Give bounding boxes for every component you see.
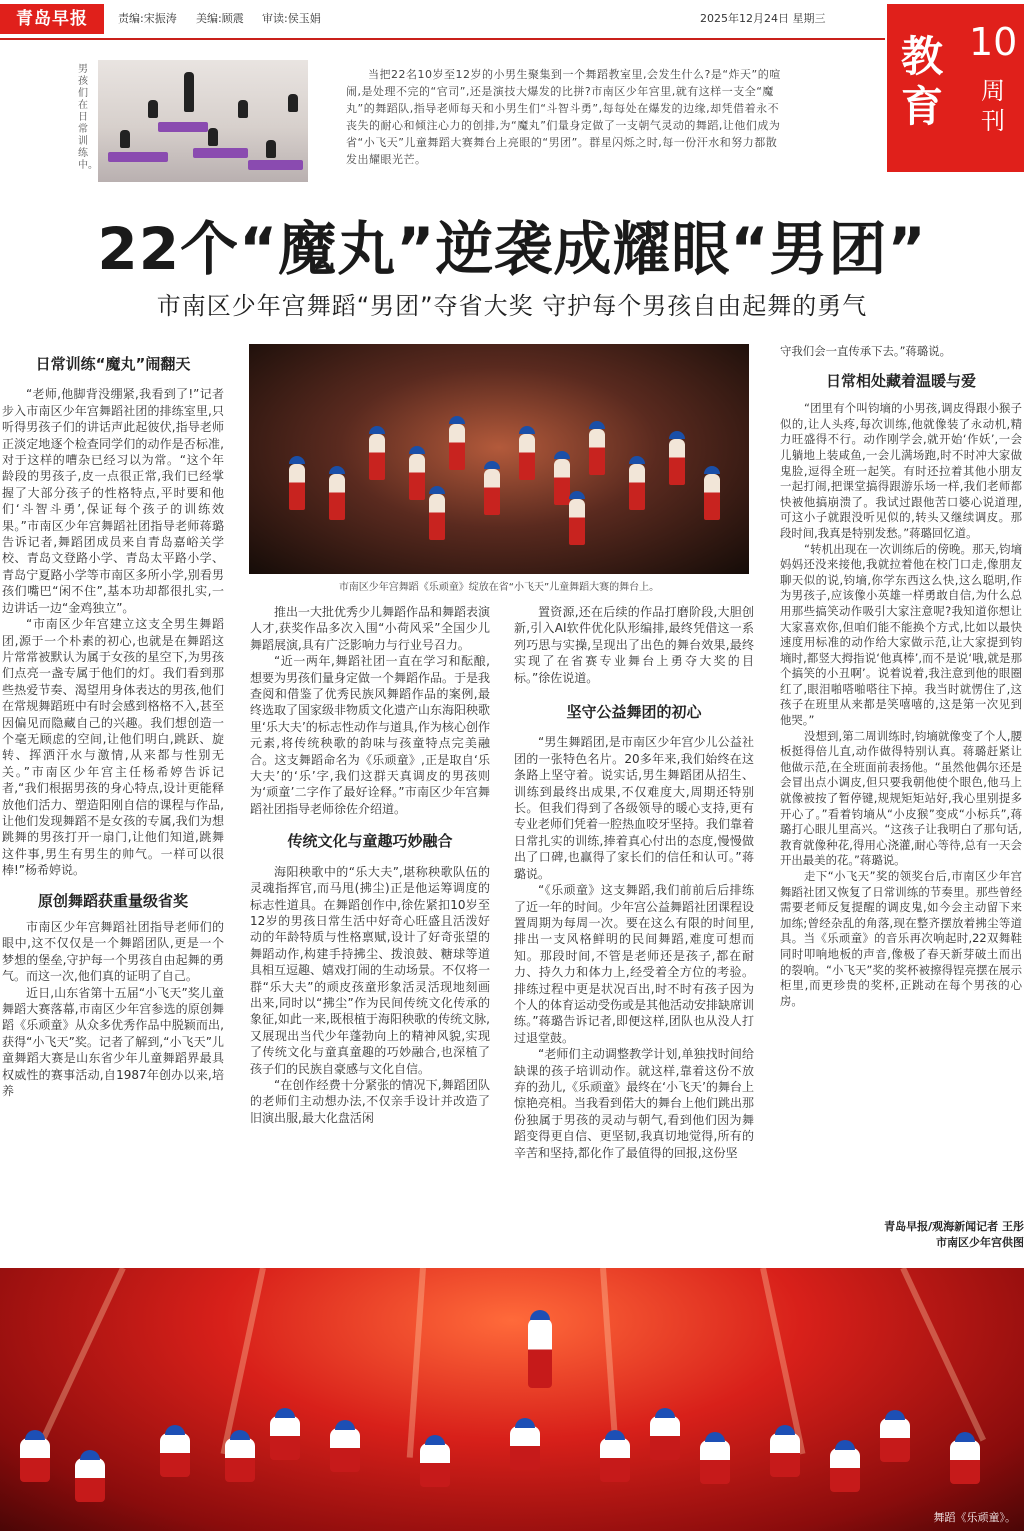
bottom-photo-caption: 舞蹈《乐顽童》。 bbox=[933, 1511, 1016, 1524]
paragraph: “团里有个叫钧墒的小男孩,调皮得跟小猴子似的,让人头疼,每次训练,他就像装了永动机,精力旺盛得不行。动作刚学会,就开始‘作妖’,一会儿躺地上装咸鱼,一会儿满场跑,时不时冲大家做鬼脸,逗得全班一起笑。有时还拉着其他小朋友一起打闹,把课堂搞得跟游乐场一样,我们老师都快被他搞崩溃了。我试过跟他苦口婆心说道理,可这小子就跟没听见似的,转头又继续调皮。那段时间,我真是特别发愁。”蒋璐回忆道。 bbox=[780, 401, 1022, 540]
section-heading: 日常训练“魔丸”闹翻天 bbox=[35, 355, 191, 373]
article-column-4 bbox=[780, 344, 1022, 1009]
section-heading: 日常相处藏着温暖与爱 bbox=[825, 371, 976, 390]
art-editor-credit: 美编:顾震 bbox=[196, 12, 244, 25]
paragraph: 没想到,第二周训练时,钧墒就像变了个人,腰板挺得倍儿直,动作做得特别认真。蒋璐赶紧让他做示范,在全班面前表扬他。“虽然他偶尔还是会冒出点小调皮,但只要我朝他使个眼色,他马上就像被按了暂停键,规规矩矩站好,我心里别提多开心了。”看着钧墒从“小皮猴”变成“小标兵”,蒋璐打心眼儿里高兴。“这孩子让我明白了那句话,教育就像种花,得用心浇灌,耐心等待,总有一天会开出最美的花。”蒋璐说。 bbox=[780, 728, 1022, 868]
photo-credit: 市南区少年宫供图 bbox=[936, 1236, 1024, 1249]
paragraph: “《乐顽童》这支舞蹈,我们前前后后排练了近一年的时间。少年宫公益舞蹈社团课程设置周期为每周一次。要在这么有限的时间里,排出一支风格鲜明的民间舞蹈,难度可想而知。那段时间,不管是老师还是孩子,都在耐力、持久力和体力上,经受着全方位的考验。排练过程中更是状况百出,时不时有孩子因为个人的体育运动受伤或是其他活动安排缺席训练。”蒋璐告诉记者,即便这样,团队也从没人打过退堂鼓。 bbox=[514, 883, 755, 1045]
paragraph: “在创作经费十分紧张的情况下,舞蹈团队的老师们主动想办法,不仅亲手设计并改造了旧演出服,最大化盘活闲 bbox=[250, 1077, 490, 1125]
section-heading: 传统文化与童趣巧妙融合 bbox=[287, 832, 453, 851]
section-badge bbox=[887, 4, 1024, 172]
paragraph: “男生舞蹈团,是市南区少年宫少儿公益社团的一张特色名片。20多年来,我们始终在这条路上坚守着。说实话,男生舞蹈团从招生、训练到最终出成果,不仅难度大,周期还特别长。但我们得到了各级领导的暖心支持,更有专业老师们凭着一腔热血咬牙坚持。我们靠着日常扎实的训练,捧着真心付出的态度,慢慢做出了口碑,也赢得了家长们的信任和认可。”蒋璐说。 bbox=[514, 735, 755, 881]
paragraph: 守我们会一直传承下去。”蒋璐说。 bbox=[780, 344, 952, 358]
bottom-performance-photo bbox=[0, 1268, 1024, 1531]
paragraph: “转机出现在一次训练后的傍晚。那天,钧墒妈妈还没来接他,我就拉着他在校门口走,像朋友聊天似的说,钧墒,你学东西这么快,这么聪明,作为男孩子,应该像小英雄一样勇敢自信,为什么总用那些搞笑动作吸引大家注意呢?我知道你想让大家喜欢你,但咱们能不能换个方式,比如以最快速度用标准的动作给大家做示范,让大家提到钧墒时,都竖大拇指说‘他真棒’,而不是说‘哦,就是那个搞笑的小丑啊’。说着说着,我注意到他的眼圈红了,眼泪啪嗒啪嗒往下掉。我当时就愣住了,这孩子在班里从来都是笑嘻嘻的,这是第一次见到他哭。” bbox=[780, 541, 1022, 728]
paragraph: 走下“小飞天”奖的领奖台后,市南区少年宫舞蹈社团又恢复了日常训练的节奏里。那些曾经需要老师反复提醒的调皮鬼,如今会主动留下来加练;曾经杂乱的角落,现在整齐摆放着拂尘等道具。当《乐顽童》的音乐再次响起时,22双舞鞋同时叩响地板的声音,像极了春天新芽破土而出的裂响。“小飞天”奖的奖杯被擦得锃亮摆在展示柜里,而更珍贵的奖杯,正跳动在每个男孩的心房。 bbox=[780, 869, 1022, 1008]
paragraph: “老师们主动调整教学计划,单独找时间给缺课的孩子培训动作。就这样,靠着这份不放弃的劲儿,《乐顽童》最终在‘小飞天’的舞台上惊艳亮相。当我看到偌大的舞台上他们跳出那份独属于男孩的灵动与朝气,看到他们因为舞蹈变得更自信、更坚韧,我真切地觉得,所有的辛苦和坚持,都化作了最值得的回报,这份坚 bbox=[514, 1047, 755, 1160]
newspaper-logo: 青岛早报 bbox=[0, 4, 104, 34]
section-heading: 坚守公益舞团的初心 bbox=[566, 703, 702, 722]
top-photo-caption: 男孩们在日常训练中。 bbox=[78, 64, 98, 171]
paragraph: 推出一大批优秀少儿舞蹈作品和舞蹈表演人才,获奖作品多次入围“小荷风采”全国少儿舞蹈展演,具有广泛影响力与行业号召力。 bbox=[250, 605, 491, 652]
byline bbox=[780, 1219, 1024, 1251]
paragraph: “老师,他脚背没绷紧,我看到了!”记者步入市南区少年宫舞蹈社团的排练室里,只听得男孩子们的讲话声此起彼伏,指导老师正淡定地逐个检查同学们的动作是否标准,对于这样的嘈杂已经习以为常。“这个年龄段的男孩子,皮一点很正常,我们已经掌握了大部分孩子的性格特点,平时要和他们‘斗智斗勇’,保证每个孩子的训练效果。”市南区少年宫舞蹈社团指导老师蒋璐告诉记者,舞蹈团成员来自青岛嘉峪关学校、青岛文登路小学、青岛太平路小学、青岛宁夏路小学等市南区多所小学,别看男孩们嘴巴“闲不住”,基本功却都很扎实,一边讲话一边“金鸡独立”。 bbox=[2, 387, 224, 615]
paragraph: 置资源,还在后续的作品打磨阶段,大胆创新,引入AI软件优化队形编排,最终凭借这一系列巧思与实操,呈现出了出色的舞台效果,最终实现了在省赛专业舞台上勇夺大奖的目标。”徐佐说道。 bbox=[514, 605, 754, 685]
paragraph: “市南区少年宫建立这支全男生舞蹈团,源于一个朴素的初心,也就是在舞蹈这片常常被默认为属于女孩的星空下,为男孩们点亮一盏专属于他们的灯。我们看到那些热爱节奏、渴望用身体表达的男孩,他们在常规舞蹈班中有时会感到格格不入,甚至因偏见而隐藏自己的兴趣。我们想创造一个毫无顾虑的空间,让他们明白,跳跃、旋转、挥洒汗水与激情,从来都与性别无关。”市南区少年宫主任杨希婷告诉记者,“我们根据男孩的身心特点,设计更能释放他们活力、塑造阳刚自信的课程与作品,让他们发现舞蹈不是女孩的专属,我们为想跳舞的男孩打开一扇门,让他们知道,跳舞这件事,男生有男生的帅气。一样可以很棒!”杨希婷说。 bbox=[2, 617, 224, 878]
intro-lead: 当把22名10岁至12岁的小男生聚集到一个舞蹈教室里,会发生什么?是“炸天”的喧闹,是处理不完的“官司”,还是演技大爆发的比拼?市南区少年宫里,就有这样一支全“魔丸”的舞蹈队,指导老师每天和小男生们“斗智斗勇”,每每处在爆发的边缘,却凭借着永不丧失的耐心和倾注心力的创排,为“魔丸”们量身定做了一支朝气灵动的舞蹈,让他们成为省“小飞天”儿童舞蹈大赛舞台上亮眼的“男团”。群星闪烁之时,每一份汗水和努力都散发出耀眼光芒。 bbox=[346, 68, 781, 166]
paragraph: 海阳秧歌中的“乐大夫”,堪称秧歌队伍的灵魂指挥官,而马甩(拂尘)正是他运筹调度的标志性道具。在舞蹈创作中,徐佐紧扣10岁至12岁的男孩日常生活中好奇心旺盛且活泼好动的年龄特质与性格禀赋,设计了好奇张望的舞蹈动作,构建手持拂尘、拨浪鼓、糖球等道具相互逗趣、嬉戏打闹的生动场景。不仅将一群“乐大夫”的顽皮孩童形象活灵活现地刻画出来,同时以“拂尘”作为民间传统文化传承的象征,如此一来,既根植于海阳秧歌的传统文脉,又展现出当代少年蓬勃向上的精神风貌,实现了传统文化与童真童趣的巧妙融合,也深植了孩子们的民族自豪感与文化自信。 bbox=[250, 864, 491, 1076]
subheadline: 市南区少年宫舞蹈“男团”夺省大奖 守护每个男孩自由起舞的勇气 bbox=[156, 292, 868, 320]
article-column-2 bbox=[250, 604, 490, 1126]
stage-photo-caption: 市南区少年宫舞蹈《乐顽童》绽放在省“小飞天”儿童舞蹈大赛的舞台上。 bbox=[338, 582, 660, 593]
masthead bbox=[0, 0, 1024, 38]
reporter-credit: 青岛早报/观海新闻记者 王彤 bbox=[884, 1220, 1024, 1233]
paragraph: “近一两年,舞蹈社团一直在学习和酝酿,想要为男孩们量身定做一个舞蹈作品。于是我查阅和借鉴了优秀民族风舞蹈作品的案例,最终选取了国家级非物质文化遗产山东海阳秧歌里‘乐大夫’的标志性动作与道具,作为核心创作元素,将传统秧歌的韵味与孩童特点完美融合。这支舞蹈命名为《乐顽童》,正是取自‘乐大夫’的‘乐’字,我们这群天真调皮的男孩则为‘顽童’二字作了最好诠释。”市南区少年宫舞蹈社团指导老师徐佐介绍道。 bbox=[250, 654, 491, 816]
editor-credit: 责编:宋振涛 bbox=[118, 12, 177, 25]
page-number: 10 bbox=[969, 20, 1018, 64]
header-rule bbox=[0, 38, 885, 40]
section-title: 教育 bbox=[901, 32, 944, 131]
section-heading: 原创舞蹈获重量级省奖 bbox=[37, 891, 188, 910]
proofreader-credit: 审读:侯玉娟 bbox=[262, 12, 321, 25]
headline: 22个“魔丸”逆袭成耀眼“男团” bbox=[97, 215, 927, 283]
issue-date: 2025年12月24日 星期三 bbox=[700, 12, 826, 25]
article-column-1 bbox=[2, 356, 224, 1099]
paragraph: 市南区少年宫舞蹈社团指导老师们的眼中,这不仅仅是一个舞蹈团队,更是一个梦想的堡垒,守护每一个男孩自由起舞的勇气。而这一次,他们真的证明了自己。 bbox=[2, 920, 224, 984]
paragraph: 近日,山东省第十五届“小飞天”奖儿童舞蹈大赛落幕,市南区少年宫参选的原创舞蹈《乐顽童》从众多优秀作品中脱颖而出,获得“小飞天”奖。记者了解到,“小飞天”儿童舞蹈大赛是山东省少年儿童舞蹈界最具权威性的赛事活动,自1987年创办以来,培养 bbox=[2, 985, 224, 1099]
stage-performance-photo bbox=[249, 344, 749, 574]
section-weekly: 周刊 bbox=[981, 77, 1005, 135]
article-column-3 bbox=[514, 604, 754, 1161]
training-photo bbox=[98, 60, 308, 182]
